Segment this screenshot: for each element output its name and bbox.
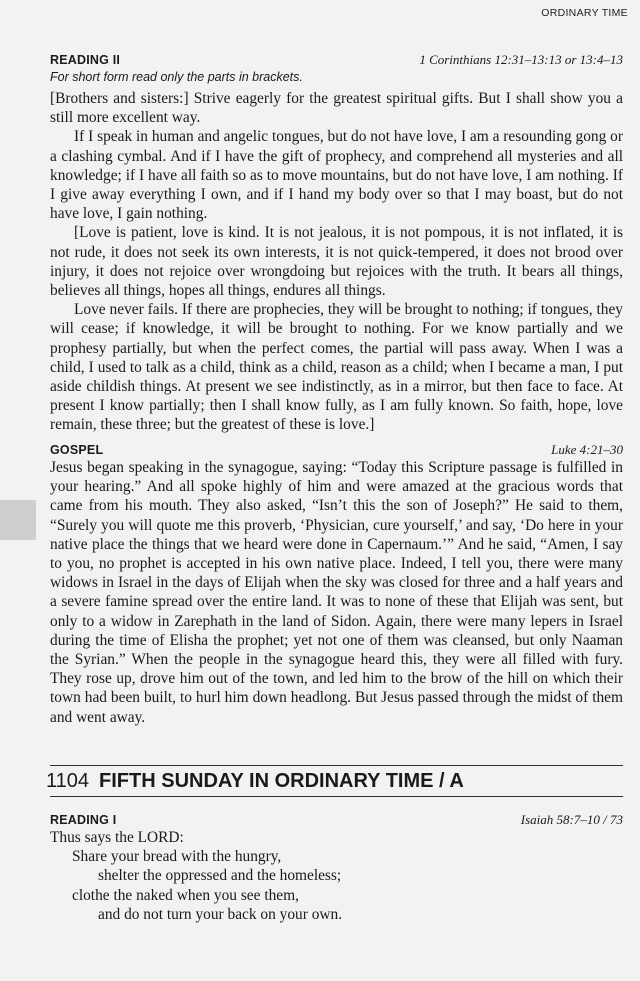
poem-line: clothe the naked when you see them, <box>72 886 299 904</box>
reading-2-paragraph: [Brothers and sisters:] Strive eagerly for the greatest spiritual gifts. But I shall show you a still more excellent way. <box>50 90 623 127</box>
reading-1-citation: Isaiah 58:7–10 / 73 <box>520 812 623 827</box>
short-form-note: For short form read only the parts in brackets. <box>50 70 303 84</box>
reading-2-section <box>50 52 623 435</box>
reading-2-paragraph: Love never fails. If there are prophecies, they will be brought to nothing; if tongues, they will cease; if knowledge, it will be brought to nothing. For we know partially and we prophesy partially, but when the perfect comes, the partial will pass away. When I was a child, I used to talk as a child, think as a child, reason as a child; when I became a man, I put aside childish things. At present we see indistinctly, as in a mirror, but then face to face. At present I know partially; then I shall know fully, as I am fully known. So faith, hope, love remain, these three; but the greatest of these is love.] <box>50 301 623 434</box>
page-edge-tab <box>0 500 36 540</box>
poem-line: shelter the oppressed and the homeless; <box>98 867 342 885</box>
reading-2-paragraph: [Love is patient, love is kind. It is not jealous, it is not pompous, it is not inflated, it is not rude, it does not seek its own interests, it is not quick-tempered, it does not brood over injury, it does not rejoice over wrongdoing but rejoices with the truth. It bears all things, believes all things, hopes all things, endures all things. <box>50 224 623 300</box>
reading-2-title: READING II <box>50 53 121 67</box>
gospel-section <box>50 442 623 727</box>
reading-2-header <box>50 52 623 68</box>
poem-line: Share your bread with the hungry, <box>72 848 282 866</box>
reading-1-text <box>50 828 623 924</box>
gospel-header <box>50 442 623 458</box>
section-heading-block <box>46 765 623 797</box>
reading-1-section <box>50 812 623 924</box>
gospel-title: GOSPEL <box>50 443 104 457</box>
gospel-text <box>50 458 623 727</box>
reading-2-paragraph: If I speak in human and angelic tongues, but do not have love, I am a resounding gong or a clashing cymbal. And if I have the gift of prophecy, and comprehend all mysteries and all knowledge; if I have all faith so as to move mountains, but do not have love, I am nothing. If I give away everything I own, and if I hand my body over so that I may boast, but do not have love, I gain nothing. <box>50 128 623 223</box>
section-heading <box>46 770 623 793</box>
reading-2-citation: 1 Corinthians 12:31–13:13 or 13:4–13 <box>419 52 623 67</box>
reading-2-text <box>50 89 623 435</box>
heading-rule <box>50 765 623 766</box>
section-title: FIFTH SUNDAY IN ORDINARY TIME / A <box>99 770 464 792</box>
section-number: 1104 <box>46 770 90 792</box>
gospel-citation: Luke 4:21–30 <box>551 442 623 457</box>
heading-rule <box>50 796 623 797</box>
poem-line: and do not turn your back on your own. <box>98 905 343 923</box>
reading-1-title: READING I <box>50 813 117 827</box>
reading-1-intro: Thus says the LORD: <box>50 829 184 846</box>
running-head: ORDINARY TIME <box>541 7 628 19</box>
reading-1-header <box>50 812 623 828</box>
gospel-paragraph: Jesus began speaking in the synagogue, saying: “Today this Scripture passage is fulfilled in your hearing.” And all spoke highly of him and were amazed at the gracious words that came from his mouth. They also asked, “Isn’t this the son of Joseph?” He said to them, “Surely you will quote me this proverb, ‘Physician, cure yourself,’ and say, ‘Do here in your native place the things that we heard were done in Capernaum.’” And he said, “Amen, I say to you, no prophet is accepted in his own native place. Indeed, I tell you, there were many widows in Israel in the days of Elijah when the sky was closed for three and a half years and a severe famine spread over the entire land. It was to none of these that Elijah was sent, but only to a widow in Zarephath in the land of Sidon. Again, there were many lepers in Israel during the time of Elisha the prophet; yet not one of them was cleansed, but only Naaman the Syrian.” When the people in the synagogue heard this, they were all filled with fury. They rose up, drove him out of the town, and led him to the brow of the hill on which their town had been built, to hurl him down headlong. But Jesus passed through the midst of them and went away. <box>50 459 623 726</box>
